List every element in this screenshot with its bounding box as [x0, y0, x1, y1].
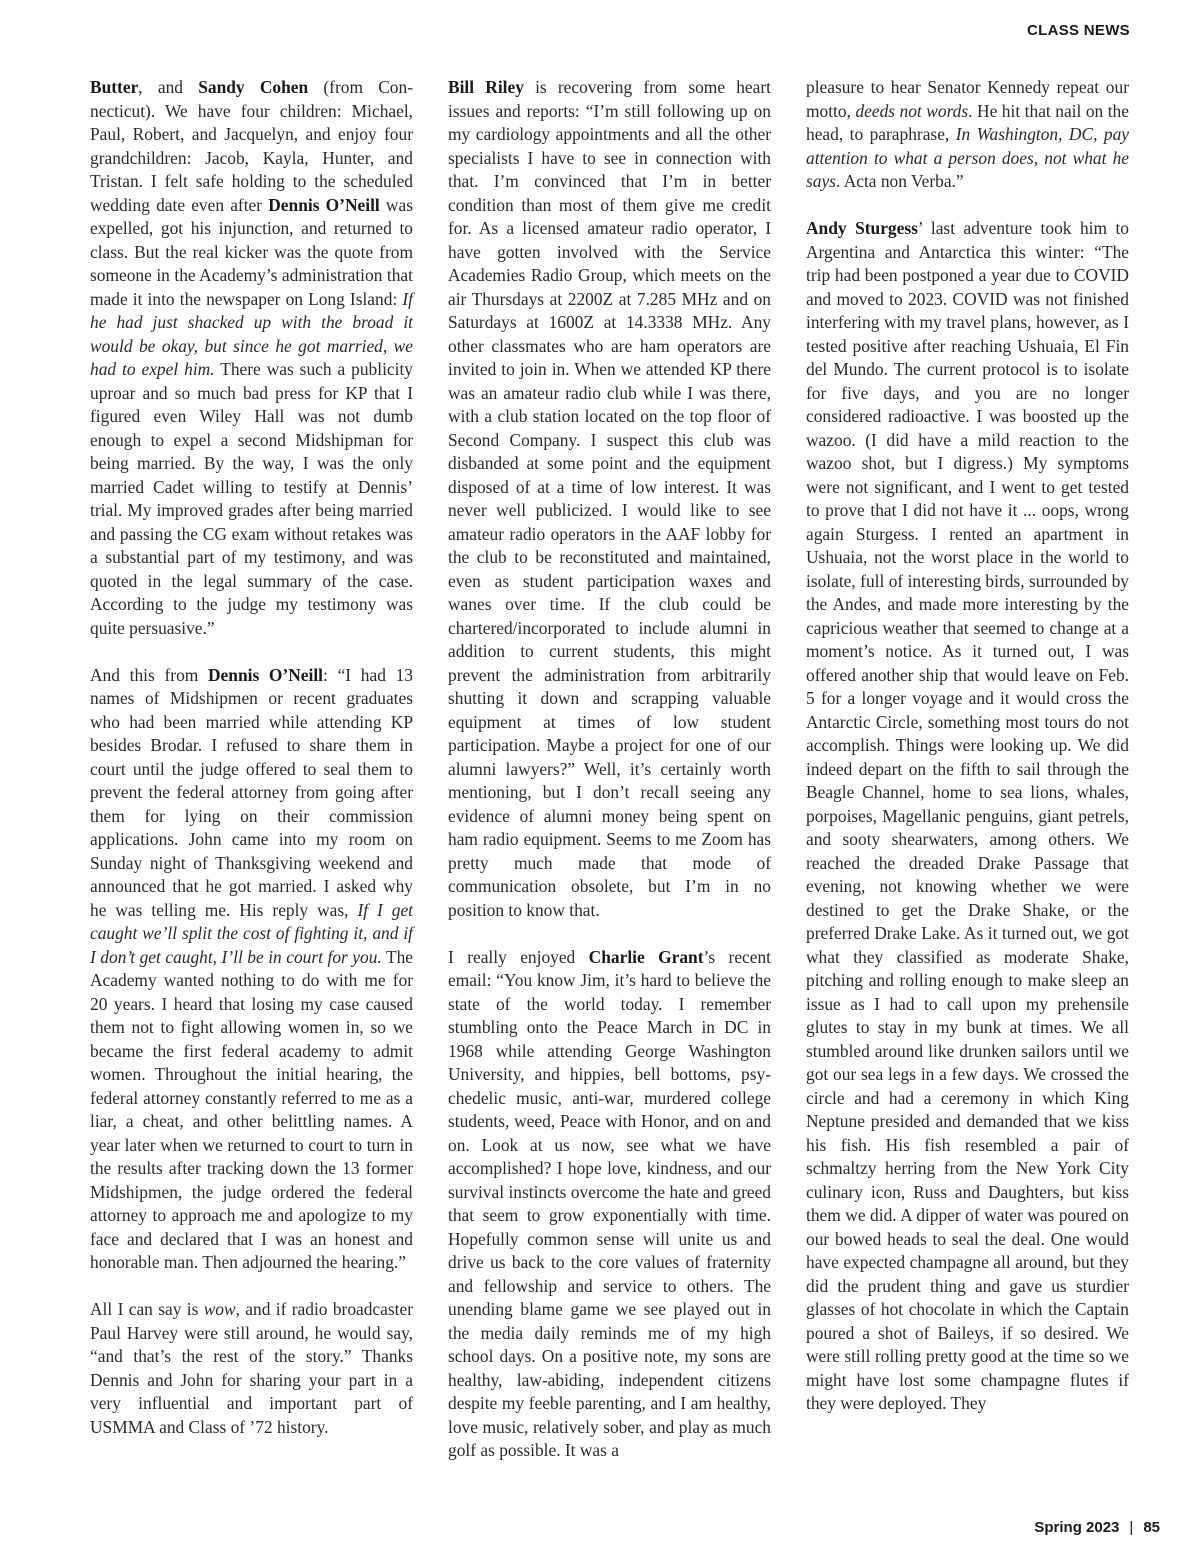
text-column-2: [448, 76, 771, 1463]
text-run: And this from: [90, 664, 208, 685]
italic-quote: wow: [203, 1299, 236, 1319]
footer-separator: |: [1129, 1519, 1134, 1536]
page-number: 85: [1143, 1519, 1160, 1536]
name-highlight: Bill Riley: [448, 77, 524, 97]
name-highlight: Butter: [90, 77, 139, 97]
text-run: ’s recent email: “You know Jim, it’s hard to believe the state of the world today. I remember stumbling onto the Peace March in DC in 1968 while attending George Washington University, and hippies, bell bottoms, psychedelic music, anti-war, murdered college students, weed, Peace with Honor, and on and on. Look at us now, see what we have accomplished? I hope love, kindness, and our survival instincts overcome the hate and greed that seem to grow exponentially with time. Hopefully common sense will unite us and drive us back to the core values of fraternity and fellowship and service to others. The unending blame game we see played out in the media daily reminds me of my high school days. On a positive note, my sons are healthy, law-abiding, independent citizens despite my feeble parenting, and I am healthy, love music, relatively sober, and play as much golf as possible. It was a: [448, 946, 771, 1460]
name-highlight: Sandy Cohen: [198, 77, 309, 97]
text-run: . He hit that nail on the head, to paraphrase,: [806, 100, 1129, 144]
text-run: . Acta non Verba.”: [835, 171, 964, 191]
text-run: , and if radio broadcaster Paul Harvey were still around, he would say, “and that’s the rest of the story.” Thanks Dennis and John for sharing your part in a very influential and important part of USMMA and Class of ’72 history.: [90, 1299, 413, 1437]
italic-quote: If I get caught we’ll split the cost of fighting it, and if I don’t get caught, I’ll be in court for you.: [90, 899, 413, 967]
italic-quote: deeds not words: [855, 100, 969, 121]
text-run: All I can say is: [90, 1299, 204, 1319]
text-run: (from Connecticut). We have four children: Michael, Paul, Robert, and Jacquelyn, and enjoy four grandchildren: Jacob, Kayla, Hunter, and Tristan. I felt safe holding to the scheduled wedding date even after: [90, 77, 413, 215]
paragraph: [90, 664, 413, 1275]
italic-quote: In Washington, DC, pay attention to what a person does, not what he says: [806, 124, 1129, 191]
text-column-1: [90, 76, 413, 1439]
name-highlight: Dennis O’Neill: [268, 194, 380, 215]
section-header: CLASS NEWS: [1026, 22, 1130, 39]
page-footer: [1034, 1519, 1160, 1536]
text-run: The Academy wanted nothing to do with me for 20 years. I heard that losing my case caused them not to fight allowing women in, so we became the first federal academy to admit women. Throughout the initial hearing, the federal attorney constantly referred to me as a liar, a cheat, and other belittling names. A year later when we returned to court to turn in the results after tracking down the 13 former Midshipmen, the judge ordered the federal attorney to approach me and apologize to my face and declared that I was an honest and honorable man. Then adjourned the hearing.”: [90, 946, 413, 1272]
text-run: pleasure to hear Senator Kennedy repeat our motto,: [806, 77, 1129, 121]
text-run: : “I had 13 names of Midshipmen or recent graduates who had been married while attending KP besides Brodar. I refused to share them in court until the judge offered to seal them to prevent the federal attorney from going after them for lying on their commission applications. John came into my room on Sunday night of Thanksgiving weekend and announced that he got married. I asked why he was telling me. His reply was,: [90, 664, 413, 920]
text-run: was expelled, got his injunction, and returned to class. But the real kicker was the quote from someone in the Academy’s administration that made it into the newspaper on Long Island:: [90, 194, 413, 309]
text-run: ’ last adventure took him to Argentina and Antarctica this winter: “The trip had been postponed a year due to COVID and moved to 2023. COVID was not finished interfering with my travel plans, however, as I tested positive after reaching Ushuaia, El Fin del Mundo. The current protocol is to isolate for five days, and you are no longer considered radioactive. I was boosted up the wazoo. (I did have a mild reaction to the wazoo shot, but I digress.) My symptoms were not significant, and I went to get tested to prove that I did not have it ... oops, wrong again Sturgess. I rented an apartment in Ushuaia, not the worst place in the world to isolate, full of interesting birds, surrounded by the Andes, and made more interesting by the capricious weather that seemed to change at a moment’s notice. As it turned out, I was offered another ship that would leave on Feb. 5 for a longer voyage and it would cross the Antarctic Circle, something most tours do not accomplish. Things were looking up. We did indeed depart on the fifth to sail through the Beagle Channel, home to sea lions, whales, porpoises, Magellanic penguins, giant petrels, and sooty shearwaters, among others. We reached the dreaded Drake Passage that evening, not knowing whether we were destined to get the Drake Shake, or the preferred Drake Lake. As it turned out, we got what they classified as moderate Shake, pitching and rolling enough to make sleep an issue as I had to call upon my prehensile glutes to stay in my bunk at times. We all stumbled around like drunken sailors until we got our sea legs in a few days. We crossed the circle and had a ceremony in which King Neptune presided and demanded that we kiss his fish. His fish resembled a pair of schmaltzy herring from the New York City culinary icon, Russ and Daughters, but kiss them we did. A dipper of water was poured on our bowed heads to seal the deal. One would have expected champagne all around, but they did the prudent thing and gave us sturdier glasses of hot chocolate in which the Captain poured a shot of Baileys, if so desired. We were still rolling pretty good at the time so we might have lost some champagne flutes if they were deployed. They: [806, 218, 1130, 1413]
name-highlight: Charlie Grant: [588, 946, 704, 967]
paragraph: [806, 217, 1129, 1416]
name-highlight: Dennis O’Neill: [208, 664, 324, 685]
paragraph: [448, 946, 771, 1463]
italic-quote: If he had just shacked up with the broad it would be okay, but since he got married, we had to expel him.: [90, 288, 413, 379]
text-run: There was such a publicity uproar and so much bad press for KP that I figured even Wiley Hall was not dumb enough to expel a second Midshipman for being married. By the way, I was the only married Cadet willing to testify at Dennis’ trial. My improved grades after being married and passing the CG exam without retakes was a substantial part of my testimony, and was quoted in the legal summary of the case. According to the judge my testimony was quite persuasive.”: [90, 359, 413, 638]
issue-label: Spring 2023: [1034, 1519, 1120, 1536]
paragraph: [90, 1298, 413, 1439]
name-highlight: Andy Sturgess: [806, 218, 918, 238]
paragraph: [806, 76, 1129, 194]
paragraph: [90, 76, 413, 640]
text-run: is recovering from some heart issues and reports: “I’m still following up on my cardiology appointments and all the other specialists I have to see in connection with that. I’m convinced that I’m in better condition than most of them give me credit for. As a licensed amateur radio operator, I have gotten involved with the Service Academies Radio Group, which meets on the air Thursdays at 2200Z at 7.285 MHz and on Saturdays at 1600Z at 14.3338 MHz. Any other classmates who are ham operators are invited to join in. When we attended KP there was an amateur radio club while I was there, with a club station located on the top floor of Second Company. I suspect this club was disbanded at some point and the equipment disposed of at a time of low interest. It was never well publicized. I would like to see amateur radio operators in the AAF lobby for the club to be reconstituted and maintained, even as student participation waxes and wanes over time. If the club could be chartered/​incorporated to include alumni in addition to current students, this might prevent the administration from arbitrarily shutting it down and scrapping valuable equipment at times of low student participation. Maybe a project for one of our alumni lawyers?” Well, it’s certainly worth mentioning, but I don’t recall seeing any evidence of alumni money being spent on ham radio equipment. Seems to me Zoom has pretty much made that mode of communication obsolete, but I’m in no position to know that.: [448, 77, 771, 920]
text-run: I really enjoyed: [448, 946, 589, 967]
text-run: , and: [138, 77, 199, 97]
paragraph: [448, 76, 771, 922]
text-column-3: [806, 76, 1129, 1416]
